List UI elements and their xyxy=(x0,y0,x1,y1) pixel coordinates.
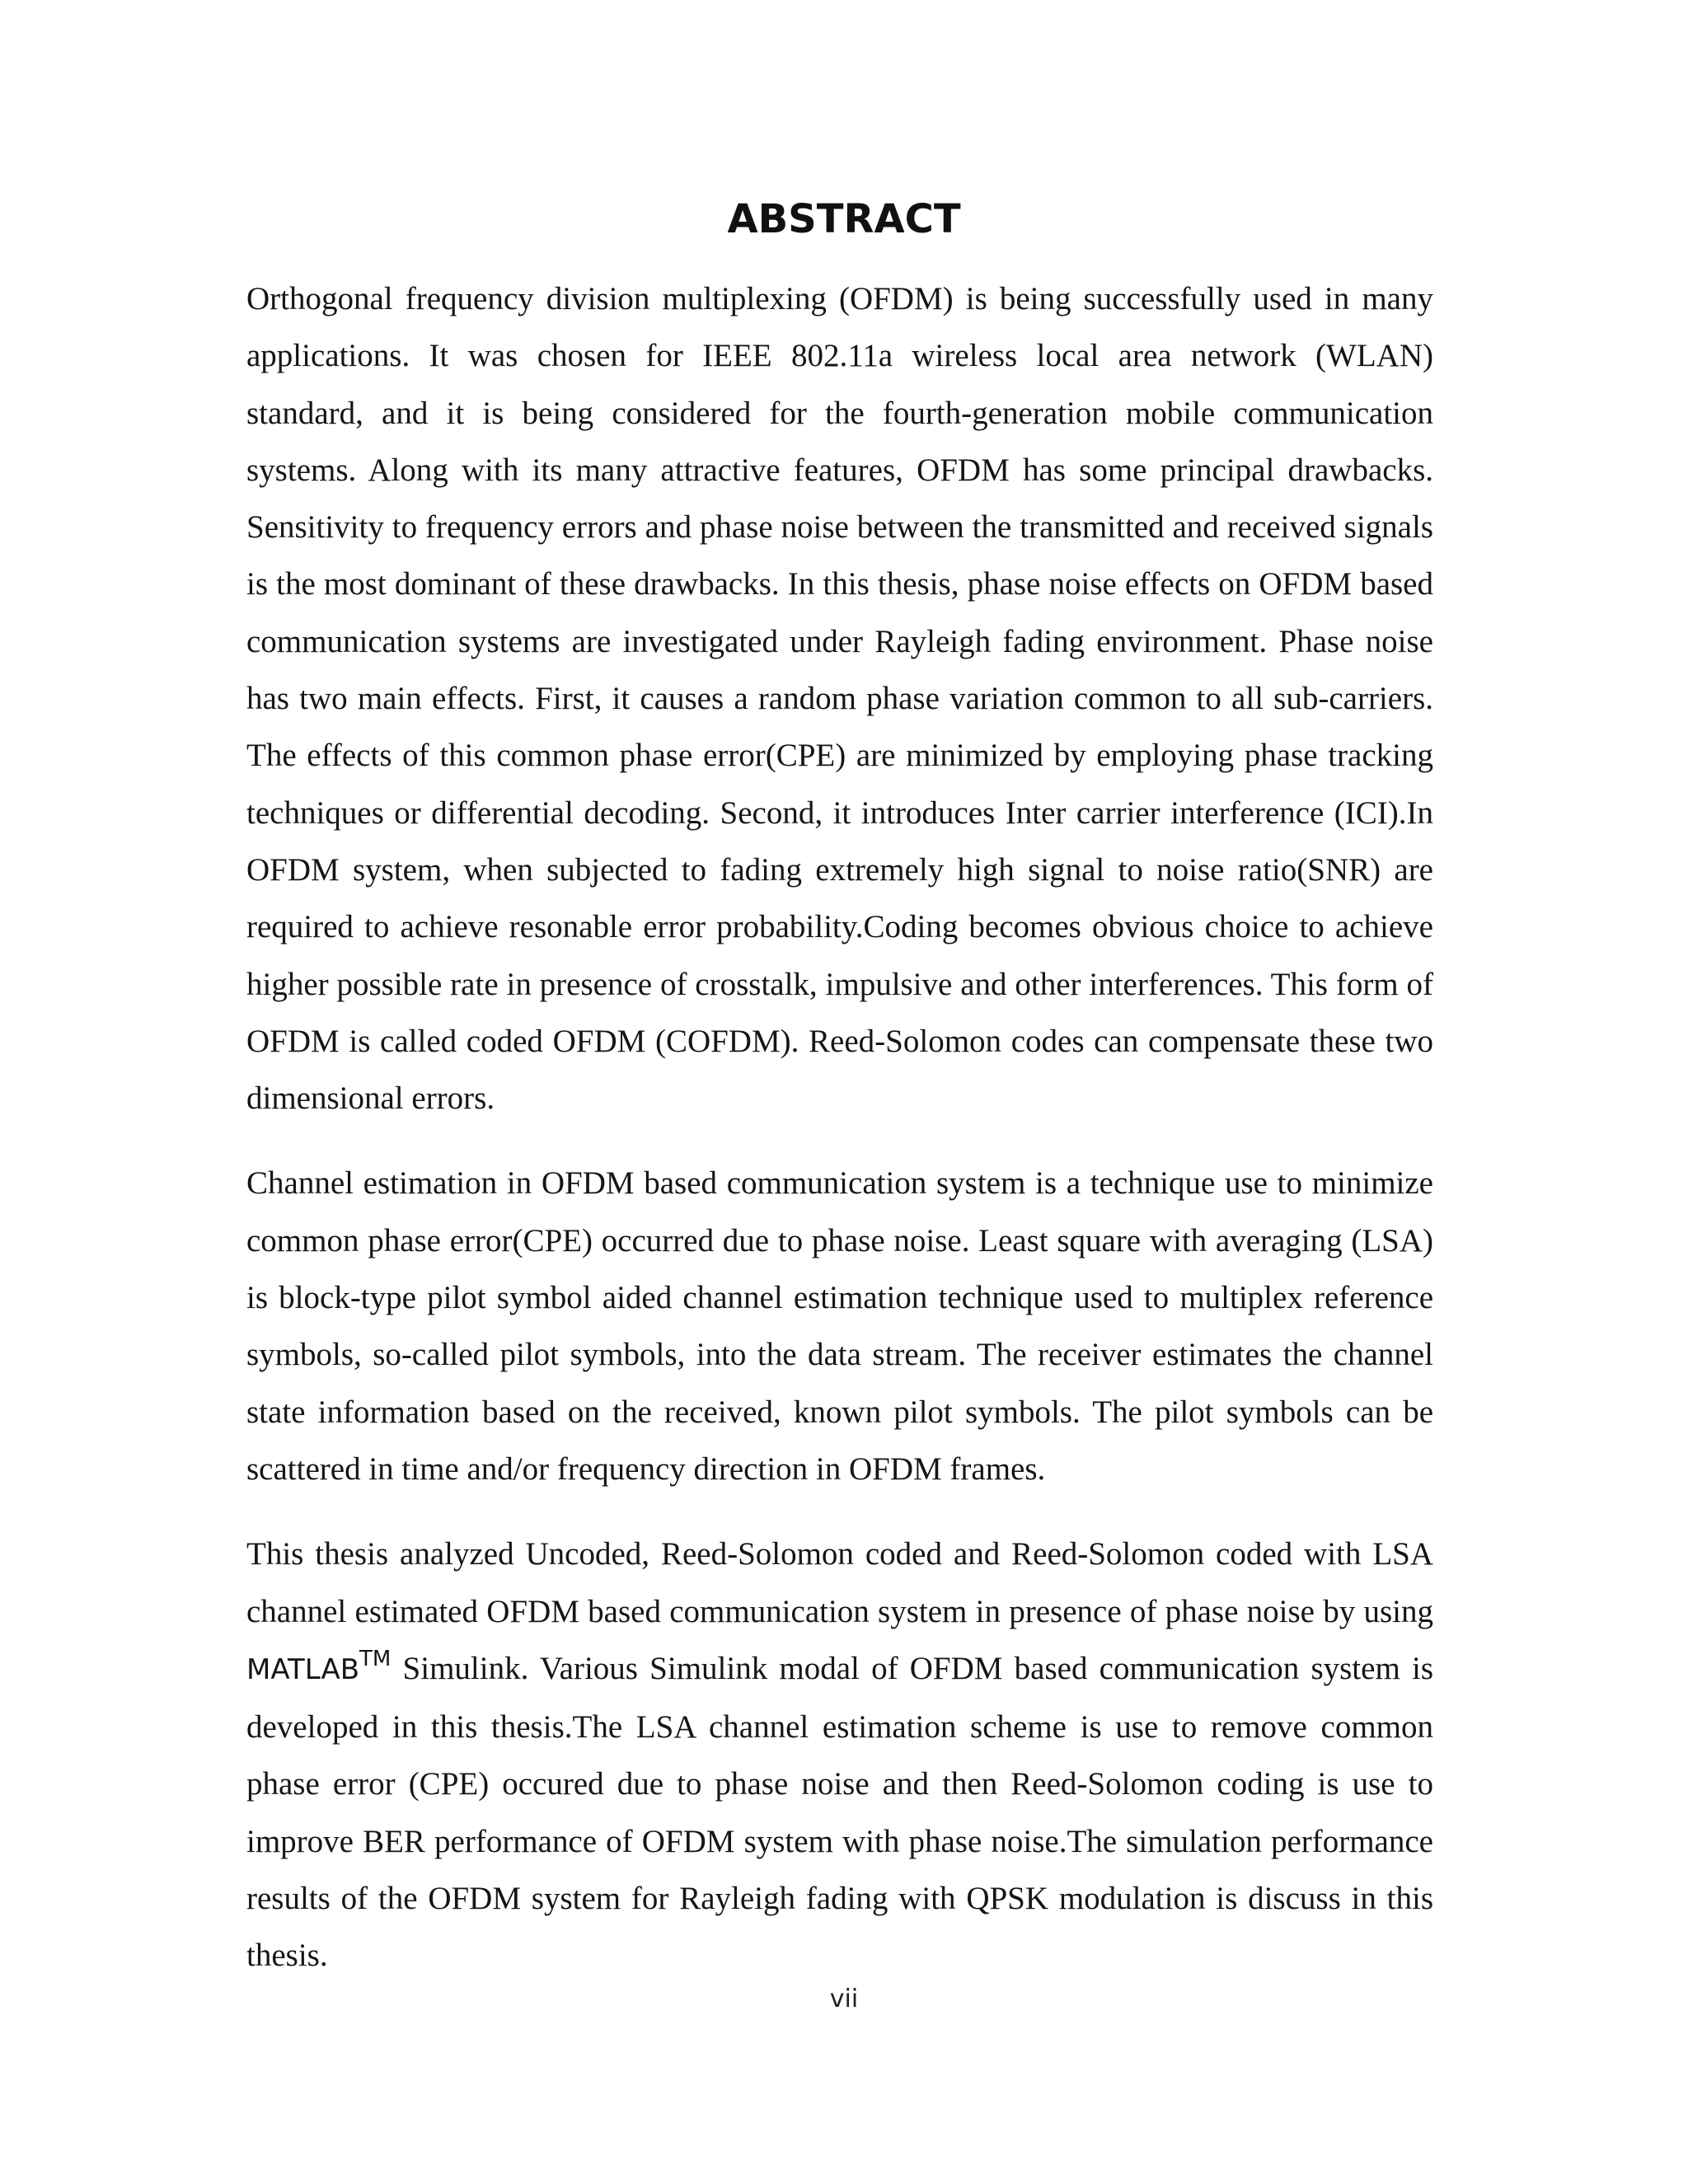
abstract-paragraph-2: Channel estimation in OFDM based communication system is a technique use to minimize common phase error(CPE) occurred due to phase noise. Least square with averaging (LSA) is block-type pilot symbol aided channel estimation technique used to multiplex reference symbols, so-called pilot symbols, into the data stream. The receiver estimates the channel state information based on the received, known pilot symbols. The pilot symbols can be scattered in time and/or frequency direction in OFDM frames. xyxy=(246,1165,1433,1487)
abstract-paragraph-3 xyxy=(246,1526,1433,1984)
software-name: MATLAB xyxy=(246,1652,360,1686)
paragraph-3-text-before: This thesis analyzed Uncoded, Reed-Solomon coded and Reed-Solomon coded with LSA channel estimated OFDM based communication system in presence of phase noise by using xyxy=(246,1536,1433,1629)
matlab-trademark xyxy=(246,1646,392,1686)
paragraph-3-text-after: Simulink. Various Simulink modal of OFDM based communication system is developed in this thesis.The LSA channel estimation scheme is use to remove common phase error (CPE) occured due to phase noise and then Reed-Solomon coding is use to improve BER performance of OFDM system with phase noise.The simulation performance results of the OFDM system for Rayleigh fading with QPSK modulation is discuss in this thesis. xyxy=(246,1650,1433,1974)
page-number: vii xyxy=(829,1985,859,2013)
trademark-symbol: TM xyxy=(359,1646,392,1671)
abstract-title: ABSTRACT xyxy=(727,196,961,242)
abstract-body xyxy=(246,270,1433,2013)
abstract-paragraph-1: Orthogonal frequency division multiplexing (OFDM) is being successfully used in many applications. It was chosen for IEEE 802.11a wireless local area network (WLAN) standard, and it is being considered for the fourth-generation mobile communication systems. Along with its many attractive features, OFDM has some principal drawbacks. Sensitivity to frequency errors and phase noise between the transmitted and received signals is the most dominant of these drawbacks. In this thesis, phase noise effects on OFDM based communication systems are investigated under Rayleigh fading environment. Phase noise has two main effects. First, it causes a random phase variation common to all sub-carriers. The effects of this common phase error(CPE) are minimized by employing phase tracking techniques or differential decoding. Second, it introduces Inter carrier interference (ICI).In OFDM system, when subjected to fading extremely high signal to noise ratio(SNR) are required to achieve resonable error probability.Coding becomes obvious choice to achieve higher possible rate in presence of crosstalk, impulsive and other interferences. This form of OFDM is called coded OFDM (COFDM). Reed-Solomon codes can compensate these two dimensional errors. xyxy=(246,281,1433,1117)
